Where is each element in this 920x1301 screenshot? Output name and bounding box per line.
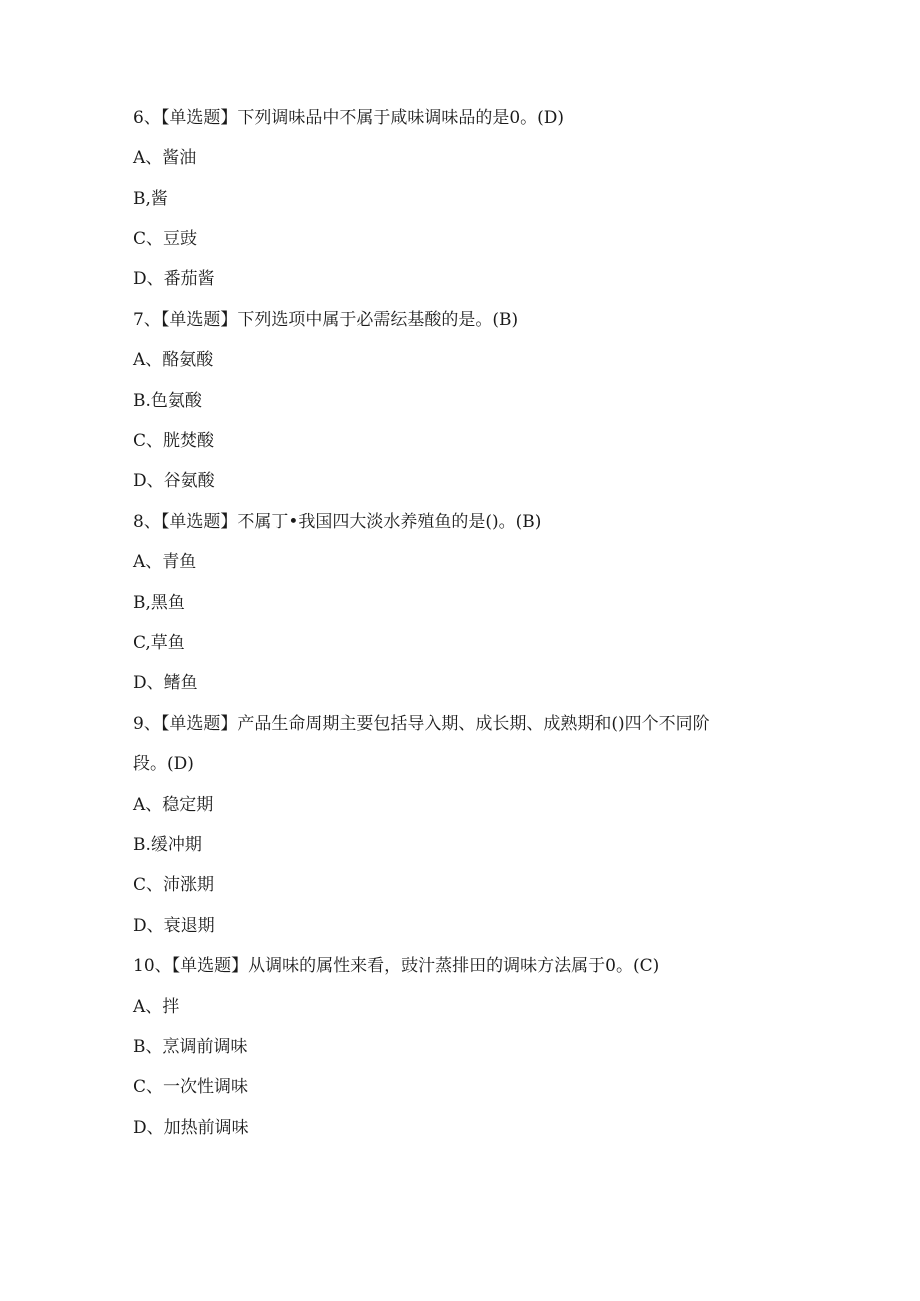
question-10-option-b: B、烹调前调味 xyxy=(133,1037,248,1057)
question-10-option-a: A、拌 xyxy=(133,997,180,1017)
question-7-option-c: C、胱焚酸 xyxy=(133,431,215,451)
question-6-option-a: A、酱油 xyxy=(133,148,197,168)
question-6-option-b: B,酱 xyxy=(133,189,168,209)
question-8-stem: 8、【单选题】不属丁•我国四大淡水养殖鱼的是()。(B) xyxy=(133,512,542,532)
question-7-stem: 7、【单选题】下列选项中属于必需纭基酸的是。(B) xyxy=(133,310,519,330)
question-7-option-a: A、酪氨酸 xyxy=(133,350,214,370)
question-6-option-d: D、番茄酱 xyxy=(133,269,215,289)
question-10-option-d: D、加热前调味 xyxy=(133,1118,249,1138)
question-9-option-b: B.缓冲期 xyxy=(133,835,202,855)
question-9-stem-continued: 段。(D) xyxy=(133,754,194,774)
question-9-option-d: D、衰退期 xyxy=(133,916,215,936)
question-7-option-d: D、谷氨酸 xyxy=(133,471,215,491)
question-7-option-b: B.色氨酸 xyxy=(133,391,202,411)
question-9-stem: 9、【单选题】产品生命周期主要包括导入期、成长期、成熟期和()四个不同阶 xyxy=(133,714,710,734)
question-8-option-c: C,草鱼 xyxy=(133,633,185,653)
question-6-option-c: C、豆豉 xyxy=(133,229,198,249)
question-9-option-c: C、沛涨期 xyxy=(133,875,215,895)
question-8-option-a: A、青鱼 xyxy=(133,552,197,572)
question-8-option-b: B,黑鱼 xyxy=(133,593,185,613)
question-6-stem: 6、【单选题】下列调味品中不属于咸味调味品的是0。(D) xyxy=(133,108,565,128)
question-10-option-c: C、一次性调味 xyxy=(133,1077,249,1097)
question-9-option-a: A、稳定期 xyxy=(133,795,214,815)
question-10-stem: 10、【单选题】从调味的属性来看，豉汁蒸排田的调味方法属于0。(C) xyxy=(133,956,660,976)
question-8-option-d: D、鳍鱼 xyxy=(133,673,198,693)
